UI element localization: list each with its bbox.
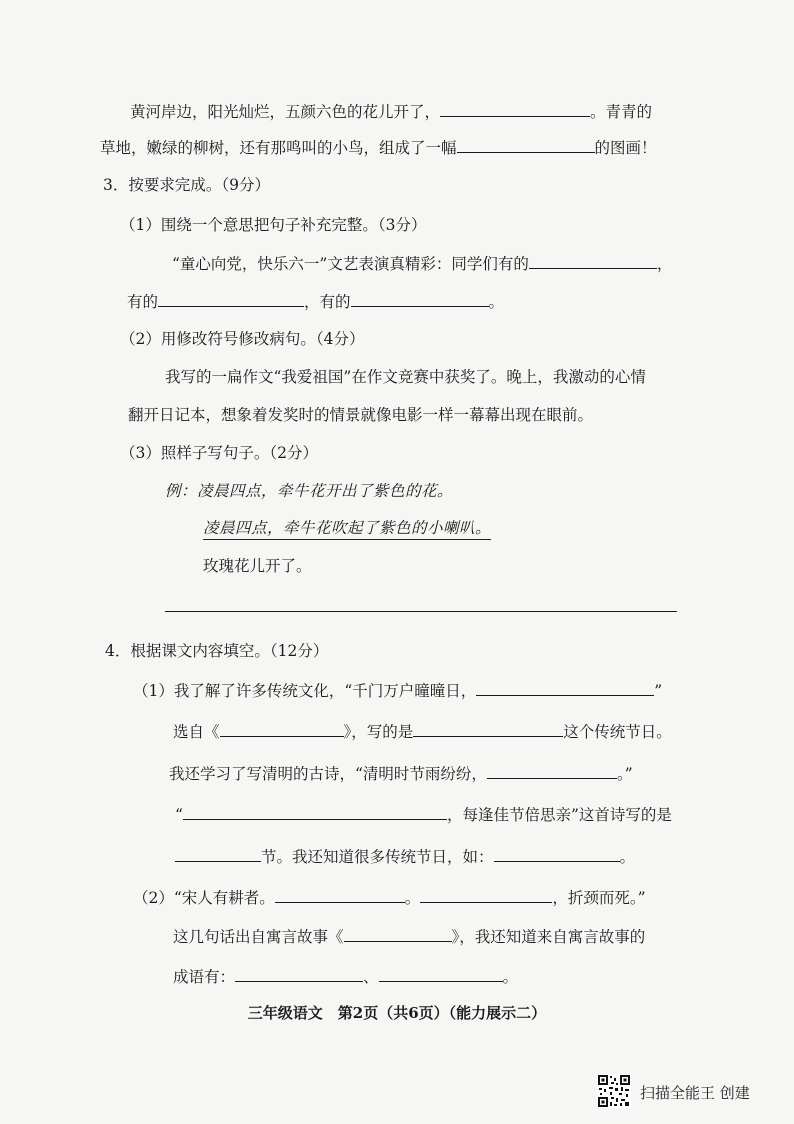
q2-line-1-text-b: 。青青的 <box>590 103 653 121</box>
q4-line-8-b: 、 <box>363 968 379 986</box>
q4-line-5-b: 。 <box>619 848 636 866</box>
q4-blank-5[interactable] <box>183 803 447 820</box>
q2-blank-1[interactable] <box>440 100 590 117</box>
q4-line-1 <box>133 679 662 702</box>
q3-part1-title: （1）围绕一个意思把句子补充完整。（3分） <box>120 216 427 234</box>
q4-blank-7[interactable] <box>494 845 620 862</box>
q4-line-2 <box>173 720 672 743</box>
q4-line-8 <box>173 965 518 988</box>
q2-line-2-text-a: 草地，嫩绿的柳树，还有那鸣叫的小鸟，组成了一幅 <box>100 139 457 157</box>
q4-line-6 <box>133 886 646 909</box>
q4-line-3-a: 我还学习了写清明的古诗，“清明时节雨纷纷， <box>169 765 487 783</box>
q4-line-4-b: ，每逢佳节倍思亲”这首诗写的是 <box>446 806 672 824</box>
q4-line-7 <box>173 925 645 948</box>
q3-part1-line-1 <box>172 252 672 275</box>
q3-example-label: 例： <box>165 482 198 500</box>
q4-line-3-b: 。” <box>616 765 633 783</box>
q4-line-6-a: （2）“宋人有耕者。 <box>133 889 275 907</box>
q2-line-2 <box>100 136 657 159</box>
q4-heading: 4．根据课文内容填空。（12分） <box>105 642 329 660</box>
q3-example-2: 凌晨四点，牵牛花吹起了紫色的小喇叭。 <box>203 519 491 540</box>
q4-blank-8[interactable] <box>275 886 405 903</box>
q4-line-3 <box>169 762 633 785</box>
q4-line-5 <box>175 845 635 868</box>
q4-blank-4[interactable] <box>487 762 617 779</box>
q2-line-2-text-b: 的图画！ <box>594 139 657 157</box>
q4-line-7-a: 这几句话出自寓言故事《 <box>173 928 344 946</box>
q4-blank-2[interactable] <box>220 720 344 737</box>
q4-line-8-a: 成语有： <box>173 968 236 986</box>
q4-blank-3[interactable] <box>413 720 563 737</box>
q4-line-8-c: 。 <box>502 968 519 986</box>
q3-part1-line-1-end: ， <box>656 255 673 273</box>
q3-part1-blank-1[interactable] <box>529 252 657 269</box>
q4-blank-12[interactable] <box>379 965 503 982</box>
q3-part1-line-2-a: 有的 <box>127 293 159 311</box>
scanner-watermark: 扫描全能王 创建 <box>640 1084 750 1102</box>
q2-line-1 <box>130 100 652 123</box>
q3-part2-line-1: 我写的一扁作文“我爱祖国”在作文竞赛中获奖了。晚上，我激动的心情 <box>165 368 646 386</box>
q4-blank-10[interactable] <box>344 925 452 942</box>
q3-example-line-2 <box>203 517 491 539</box>
qr-code-icon <box>597 1074 631 1108</box>
q2-blank-2[interactable] <box>457 136 595 153</box>
q3-heading: 3．按要求完成。（9分） <box>103 176 270 194</box>
q4-line-2-c: 这个传统节日。 <box>563 723 672 741</box>
q3-part1-line-1-text: “童心向党，快乐六一”文艺表演真精彩：同学们有的 <box>172 255 529 273</box>
q3-answer-line[interactable] <box>165 611 677 612</box>
q4-blank-9[interactable] <box>420 886 552 903</box>
q3-part1-blank-3[interactable] <box>351 290 489 307</box>
q3-prompt: 玫瑰花儿开了。 <box>203 557 312 575</box>
q3-part1-blank-2[interactable] <box>158 290 304 307</box>
q4-line-6-b: 。 <box>404 889 421 907</box>
q4-line-1-text: （1）我了解了许多传统文化，“千门万户曈曈日， <box>133 682 477 700</box>
q3-part2-title: （2）用修改符号修改病句。（4分） <box>120 330 365 348</box>
q4-line-4-a: “ <box>175 806 183 824</box>
page-footer: 三年级语文 第2页（共6页）（能力展示二） <box>247 1004 547 1022</box>
q4-line-2-b: 》，写的是 <box>343 723 414 741</box>
q3-part2-line-2: 翻开日记本，想象着发奖时的情景就像电影一样一幕幕出现在眼前。 <box>128 406 594 424</box>
q4-line-1-end: ” <box>654 682 663 700</box>
q4-line-2-a: 选自《 <box>173 723 220 741</box>
q4-line-4 <box>175 803 672 826</box>
q3-example-line-1 <box>165 480 453 502</box>
q3-part1-line-2-b: ，有的 <box>304 293 351 311</box>
q4-line-7-b: 》，我还知道来自寓言故事的 <box>451 928 646 946</box>
q4-line-6-c: ，折颈而死。” <box>552 889 646 907</box>
q3-example-1: 凌晨四点，牵牛花开出了紫色的花。 <box>197 482 454 500</box>
q3-part1-line-2 <box>127 290 504 313</box>
q4-blank-1[interactable] <box>476 679 654 696</box>
q4-blank-6[interactable] <box>175 845 261 862</box>
q4-blank-11[interactable] <box>235 965 363 982</box>
q2-line-1-text-a: 黄河岸边，阳光灿烂，五颜六色的花儿开了， <box>130 103 441 121</box>
q3-part3-title: （3）照样子写句子。（2分） <box>120 444 318 462</box>
q3-part1-line-2-c: 。 <box>488 293 505 311</box>
q4-line-5-a: 节。我还知道很多传统节日，如： <box>261 848 494 866</box>
